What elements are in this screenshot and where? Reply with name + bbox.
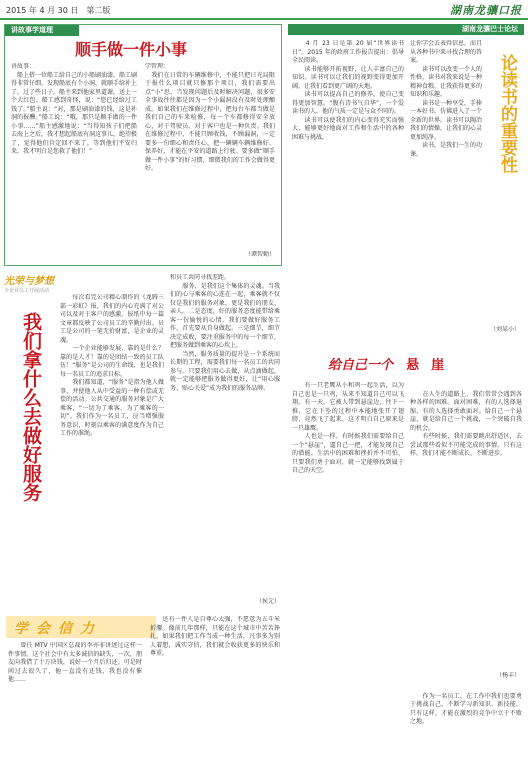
story-col-2: 让你学会去表得信息，而且从各种书中来寻找合理的答案。 读书可以改变一个人的性格，读书对我来说是一种精神食粮，让我获得更多的知识和乐趣。 读书是一种享受，手捧一本好书，仿佛进入了一个全新的世界。读书可以陶冶我们的情操，让我们的心灵更加纯净。 读书，是我们一生的功课。 bbox=[410, 40, 482, 158]
story-col-1: 每次看完公司精心制作的《龙腾三部一彩虹》报，我们的内心充满了对公司以及对于客户的感激。报纸中每一篇文章都反映了公司员工的辛勤付出。员工是公司的一笔无价财富，是企业的灵魂。 一个企业能够发展，靠的是什么？靠的是人才！靠的是团结一致的员工队伍！“服务”是公司的生命线，也是我们每一名员工的追求目标。 我们都知道，“服务”是指为他人做事，并使他人从中受益的一种有偿或无偿的活动。公共交通的服务对象是广大乘客，“一切为了乘客，为了乘客的一切”。我们作为一名员工，应当增强服务意识，时刻以乘客的满意度作为自己工作的准绳。 bbox=[60, 294, 164, 437]
headline-main: 悬崖 bbox=[406, 358, 457, 373]
vertical-title: 我们拿什么去做好服务 bbox=[20, 312, 42, 502]
story-col-1: 4 月 23 日是第 20 届“世界读书日”。2015 年的政府工作报告提出：倡导全民阅读。 读书能够开拓视野，让人丰富自己的知识。读书可以让我们的视野变得更加开阔，让我们看到更广阔的天地。 读书可以提高自己的修养，使自己变得更加智慧。“腹有诗书气自华”，一个爱读书的人，他的气质一定是与众不同的。 读书可以使我们的内心变得充实而强大，能够更好地面对工作和生活中的各种困难与挑战。 bbox=[292, 40, 404, 141]
story-author: （刘某小） bbox=[489, 326, 520, 333]
story-reading bbox=[288, 24, 524, 348]
story-small-thing bbox=[4, 24, 282, 266]
story-col-1: 曾任 MTV 中国区总裁的李亦非讲述过这样一件事情。这个社会中有太多诚信的缺失，一次，朋友向我借了十万块钱，说好一个月后归还。可是时间过去很久了，他一直没有还钱，我也没有催他…… bbox=[8, 642, 142, 683]
headline-prefix: 给自己一个 bbox=[328, 358, 394, 373]
page-header bbox=[0, 0, 528, 20]
section-tag: 光荣与梦想 bbox=[4, 276, 54, 287]
story-col-2: 在人生的道路上，我们常常会遇到各种各样的困难。面对困难，有的人选择退缩，有的人选择勇敢面对。给自己一个悬崖，就是给自己一个挑战，一个突破自我的机会。 有些时候，我们需要跳出舒适区，去尝试那些看似不可能完成的事情。只有这样，我们才能不断成长，不断进步。 bbox=[410, 390, 522, 457]
story-title: 学会信力 bbox=[14, 621, 102, 637]
issue-date: 2015 年 4 月 30 日 第二版 bbox=[6, 6, 111, 15]
story-author: （杨丰） bbox=[495, 672, 520, 679]
story-cliff bbox=[288, 354, 524, 774]
story-col-3: 作为一名员工，在工作中我们也要勇于挑战自己，不断学习新知识、新技能。只有这样，才能在激烈的竞争中立于不败之地。 bbox=[410, 692, 522, 725]
story-author: （侯元） bbox=[255, 598, 280, 605]
vertical-title: 论读书的重要性 bbox=[497, 54, 517, 173]
story-integrity bbox=[4, 614, 282, 774]
section-tag: 讲故事学道理 bbox=[5, 25, 79, 36]
story-author: （谭智勤） bbox=[244, 251, 275, 258]
story-col-1: 有一只老鹰从小和鸡一起生活，以为自己也是一只鸡，从来不知道自己可以飞翔。有一天，它被人带到悬崖边，往下一推，它在下坠的过程中本能地张开了翅膀，竟然飞了起来，这才明白自己原来是一只雄鹰。 人也是一样。有时候我们需要给自己一个“悬崖”，逼自己一把，才能发现自己的潜能。生活中的困难和挫折并不可怕，只要我们勇于面对，就一定能够找到属于自己的天空。 bbox=[292, 382, 404, 474]
story-col-2: 还有一件人是自尊心太强，不愿意为五斗米折腰。像前几年那样，只能在这个城市中苦苦挣扎。如果我们把工作当成一种生活，凡事多为别人着想，诚实守信，我们就会收获更多的快乐和尊重。 bbox=[150, 616, 280, 657]
story-col-2: 学管理： 我们在日常的车辆维修中，不能只把日光局限于报什么项目就只修那个项目，我们需要出点“小”思，当发现问题后及时解决问题，很多安全事故往往都是因为一个小漏洞没有及时处理酿成。如果我们在维修过程中，把每台车都当做是我们自己的车来检修，每一个车都修得安全放心，对于驾驶员、对于客户也是一种负责。我们在维修过程中，不能只顾收钱，不顾漏洞，一定要多一份细心和责任心，把一辆辆车辆维修好、保养好，才能在平安的道路上行驶。要多做“顺手做一件小事”的好习惯，细微我们的工作会做得更好。 bbox=[145, 63, 275, 172]
story-title: 顺手做一件小事 bbox=[75, 40, 188, 59]
story-col-1: 讲故事： 船上搭一位船工给自己的小船刷油漆。船工刷得非常仔细，发现船底有个小洞，就顺手给补上了。过了些日子，船主来到他家里道谢，送上一个大红包。船工感到奇怪，说：“您已经给过工钱了。”船主说：“对，那是刷油漆的钱，这是补洞的报酬。”船工说：“哦，那只是顺手做的一件小事……”船主感激地说：“当得知孩子们把船去海上之后，我才想起船底有洞这事儿，绝望极了，觉得他们肯定回不来了。等到他们平安归来，我才明白是您救了他们！” bbox=[11, 63, 137, 155]
story-service bbox=[4, 272, 282, 610]
section-subtag: 全企业员工开展活动 bbox=[4, 288, 50, 294]
section-tag: 湖南龙骧巴士论坛 bbox=[288, 24, 524, 35]
story-col-2: 和员工共同寻找差距。 服务，是我们这个集体的灵魂。当我们的心与乘客的心连在一起，乘客就不仅仅是我们的服务对象，更是我们的朋友、亲人。二是态度，好的服务态度能带给乘客一份愉悦的心情。我们要做好服务工作，首先要从自身做起。三是细节，细节决定成败，要注重服务中的每一个细节，把服务做到乘客的心坎上。 当然，服务质量的提升是一个系统而长期的工程，需要我们每一名员工的共同参与。只要我们用心去做，从点滴做起，就一定能够把服务做得更好，让“用心服务、贴心关爱”成为我们的服务品牌。 bbox=[170, 274, 280, 392]
newspaper-logo: 湖南龙骧口报 bbox=[450, 4, 522, 17]
